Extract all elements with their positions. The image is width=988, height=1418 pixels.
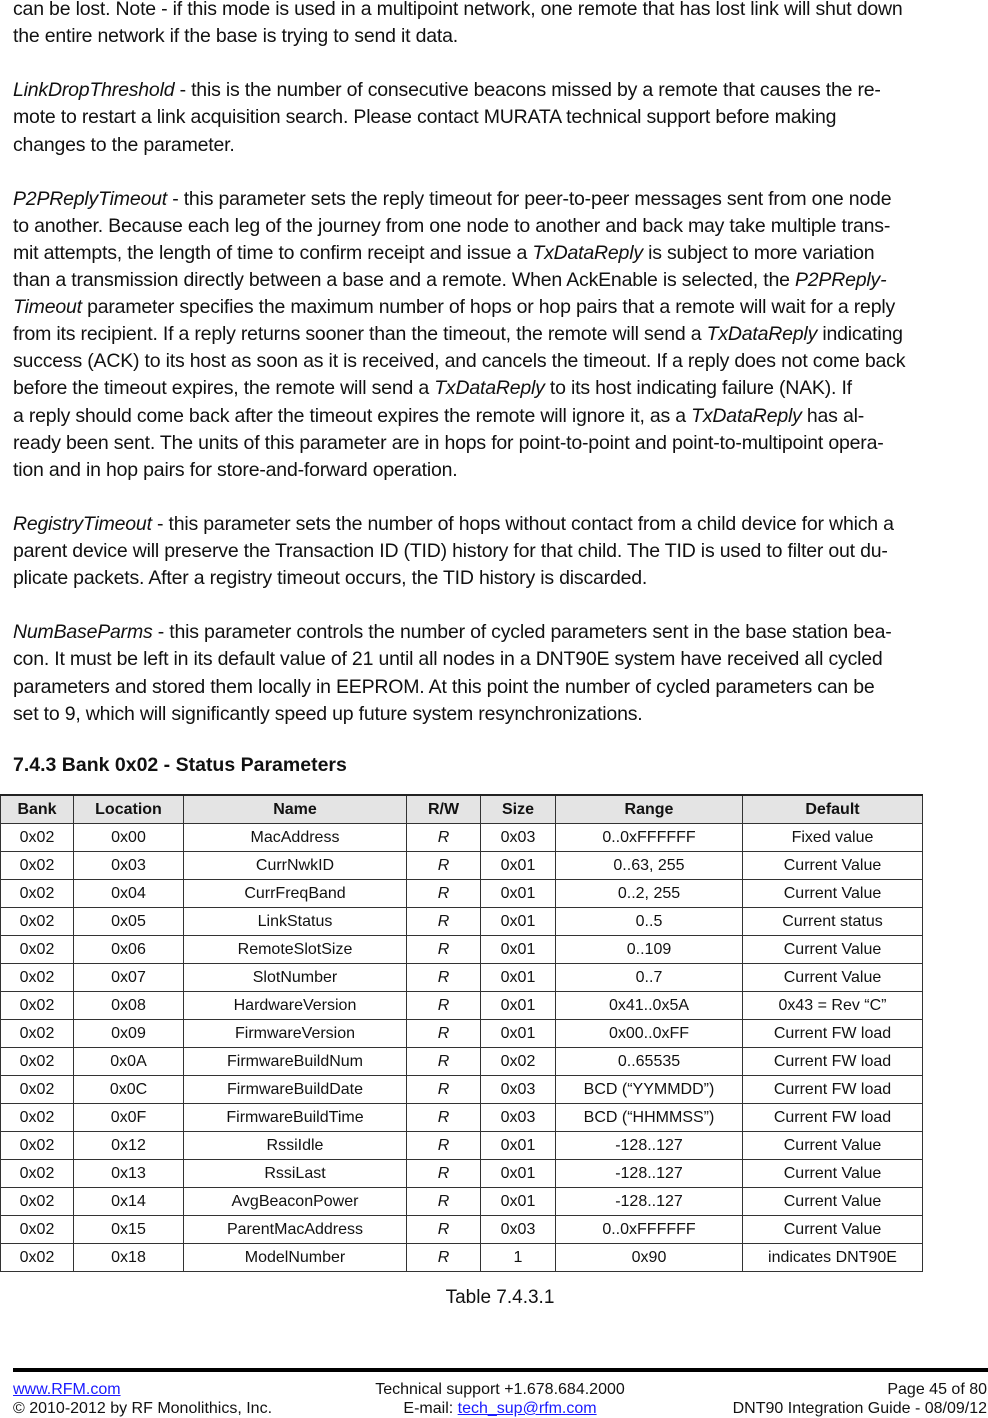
text-segment: plicate packets. After a registry timeout occurs, the TID history is discarded. bbox=[13, 567, 648, 590]
table-cell: R bbox=[407, 1188, 481, 1216]
table-cell: ParentMacAddress bbox=[184, 1216, 407, 1244]
table-cell: 0x02 bbox=[1, 1188, 74, 1216]
table-cell: 0x03 bbox=[481, 1216, 556, 1244]
table-row bbox=[1, 1104, 923, 1132]
text-line bbox=[13, 403, 864, 430]
table-cell: 0x02 bbox=[1, 1132, 74, 1160]
text-segment: before the timeout expires, the remote will send a bbox=[13, 377, 435, 400]
text-line bbox=[13, 186, 891, 213]
table-header-row bbox=[1, 795, 923, 824]
table-cell: 0x02 bbox=[1, 852, 74, 880]
table-cell: R bbox=[407, 936, 481, 964]
table-cell: Fixed value bbox=[743, 824, 923, 852]
table-cell: -128..127 bbox=[556, 1188, 743, 1216]
table-cell: Current Value bbox=[743, 880, 923, 908]
text-segment: - this parameter controls the number of cycled parameters sent in the base station bea- bbox=[152, 621, 892, 644]
text-line bbox=[13, 132, 235, 159]
text-line bbox=[13, 701, 642, 728]
table-row bbox=[1, 1160, 923, 1188]
table-cell: 0x06 bbox=[74, 936, 184, 964]
table-cell: 0x01 bbox=[481, 1188, 556, 1216]
table-cell: 0x41..0x5A bbox=[556, 992, 743, 1020]
parameter-name: Timeout bbox=[13, 296, 82, 319]
text-line bbox=[13, 294, 895, 321]
table-cell: 0x02 bbox=[1, 824, 74, 852]
website-link[interactable]: www.RFM.com bbox=[13, 1381, 121, 1398]
table-cell: 0..7 bbox=[556, 964, 743, 992]
column-header: R/W bbox=[407, 795, 481, 824]
text-line bbox=[13, 348, 905, 375]
text-line bbox=[13, 321, 903, 348]
table-cell: 0x01 bbox=[481, 936, 556, 964]
table-cell: 0x02 bbox=[1, 936, 74, 964]
text-line bbox=[13, 77, 881, 104]
text-line bbox=[13, 375, 852, 402]
table-cell: 0..0xFFFFFF bbox=[556, 824, 743, 852]
table-cell: 0x02 bbox=[1, 1048, 74, 1076]
table-cell: Current Value bbox=[743, 1160, 923, 1188]
table-cell: 0x09 bbox=[74, 1020, 184, 1048]
parameter-name: TxDataReply bbox=[532, 241, 643, 264]
table-cell: 0x01 bbox=[481, 852, 556, 880]
text-segment: - this parameter sets the number of hops without contact from a child device for which a bbox=[151, 512, 894, 535]
parameter-name: TxDataReply bbox=[691, 404, 802, 427]
table-cell: 0x03 bbox=[481, 824, 556, 852]
table-cell: Current Value bbox=[743, 852, 923, 880]
table-cell: 0x02 bbox=[1, 1020, 74, 1048]
table-cell: MacAddress bbox=[184, 824, 407, 852]
table-cell: R bbox=[407, 1244, 481, 1272]
table-cell: 0x00 bbox=[74, 824, 184, 852]
table-cell: R bbox=[407, 1048, 481, 1076]
text-segment: changes to the parameter. bbox=[13, 133, 235, 156]
table-cell: 0x0A bbox=[74, 1048, 184, 1076]
table-cell: 0..5 bbox=[556, 908, 743, 936]
table-cell: 0x01 bbox=[481, 1020, 556, 1048]
text-line bbox=[13, 457, 457, 484]
table-cell: R bbox=[407, 992, 481, 1020]
table-cell: 0x02 bbox=[1, 964, 74, 992]
table-cell: 0x18 bbox=[74, 1244, 184, 1272]
table-cell: AvgBeaconPower bbox=[184, 1188, 407, 1216]
parameter-name: LinkDropThreshold bbox=[13, 79, 175, 102]
text-segment: success (ACK) to its host as soon as it is received, and cancels the timeout. If a reply does not come back bbox=[13, 350, 906, 373]
table-cell: FirmwareBuildDate bbox=[184, 1076, 407, 1104]
text-line bbox=[13, 23, 458, 50]
table-row bbox=[1, 1132, 923, 1160]
text-segment: than a transmission directly between a base and a remote. When AckEnable is selected, the bbox=[13, 269, 795, 291]
table-cell: 0x00..0xFF bbox=[556, 1020, 743, 1048]
table-row bbox=[1, 992, 923, 1020]
text-line bbox=[13, 430, 884, 457]
table-cell: Current status bbox=[743, 908, 923, 936]
table-cell: 0x03 bbox=[481, 1076, 556, 1104]
table-cell: 0..2, 255 bbox=[556, 880, 743, 908]
table-cell: R bbox=[407, 824, 481, 852]
text-segment: ready been sent. The units of this parameter are in hops for point-to-point and point-to-multipoint opera- bbox=[13, 431, 884, 454]
table-cell: 0..65535 bbox=[556, 1048, 743, 1076]
text-segment: can be lost. Note - if this mode is used in a multipoint network, one remote that has lost link will shut down bbox=[13, 0, 903, 20]
table-cell: 0x13 bbox=[74, 1160, 184, 1188]
column-header: Range bbox=[556, 795, 743, 824]
table-cell: 0x0F bbox=[74, 1104, 184, 1132]
table-cell: 0x01 bbox=[481, 992, 556, 1020]
table-cell: 0x01 bbox=[481, 1160, 556, 1188]
table-caption: Table 7.4.3.1 bbox=[445, 1287, 555, 1308]
table-cell: RssiLast bbox=[184, 1160, 407, 1188]
table-cell: LinkStatus bbox=[184, 908, 407, 936]
support-phone: Technical support +1.678.684.2000 bbox=[375, 1381, 625, 1398]
table-cell: BCD (“HHMMSS”) bbox=[556, 1104, 743, 1132]
table-cell: 0x05 bbox=[74, 908, 184, 936]
table-cell: Current FW load bbox=[743, 1020, 923, 1048]
text-segment: parameter specifies the maximum number of hops or hop pairs that a remote will wait for a reply bbox=[81, 296, 896, 319]
table-cell: 0x02 bbox=[1, 992, 74, 1020]
table-cell: BCD (“YYMMDD”) bbox=[556, 1076, 743, 1104]
table-cell: R bbox=[407, 964, 481, 992]
table-cell: 0x01 bbox=[481, 1132, 556, 1160]
table-cell: R bbox=[407, 908, 481, 936]
table-cell: 0x14 bbox=[74, 1188, 184, 1216]
table-cell: 0x03 bbox=[74, 852, 184, 880]
text-segment: set to 9, which will significantly speed up future system resynchronizations. bbox=[13, 702, 643, 725]
footer-left bbox=[13, 1380, 272, 1418]
table-row bbox=[1, 1076, 923, 1104]
table-cell: FirmwareBuildTime bbox=[184, 1104, 407, 1132]
text-line bbox=[13, 565, 647, 592]
table-cell: CurrNwkID bbox=[184, 852, 407, 880]
text-line bbox=[13, 104, 836, 131]
copyright: © 2010-2012 by RF Monolithics, Inc. bbox=[13, 1400, 273, 1417]
text-line bbox=[13, 0, 903, 23]
text-segment: mit attempts, the length of time to confirm receipt and issue a bbox=[13, 241, 533, 264]
table-cell: RemoteSlotSize bbox=[184, 936, 407, 964]
table-cell: 0x02 bbox=[1, 1160, 74, 1188]
parameter-name: TxDataReply bbox=[706, 323, 818, 346]
table-cell: 0..109 bbox=[556, 936, 743, 964]
table-cell: RssiIdle bbox=[184, 1132, 407, 1160]
text-segment: - this is the number of consecutive beacons missed by a remote that causes the re- bbox=[174, 79, 881, 102]
table-row bbox=[1, 908, 923, 936]
parameter-name: TxDataReply bbox=[434, 377, 545, 400]
table-row bbox=[1, 1048, 923, 1076]
table-cell: FirmwareVersion bbox=[184, 1020, 407, 1048]
text-segment: con. It must be left in its default value of 21 until all nodes in a DNT90E system have received all cycled bbox=[13, 648, 883, 671]
email-label: E-mail: bbox=[403, 1400, 454, 1417]
table-cell: 0x07 bbox=[74, 964, 184, 992]
text-segment: is subject to more variation bbox=[642, 241, 875, 264]
table-cell: 0x01 bbox=[481, 880, 556, 908]
table-cell: 0x02 bbox=[1, 1104, 74, 1132]
table-cell: Current Value bbox=[743, 936, 923, 964]
text-segment: a reply should come back after the timeout expires the remote will ignore it, as a bbox=[13, 404, 692, 427]
table-cell: 0..63, 255 bbox=[556, 852, 743, 880]
table-cell: 1 bbox=[481, 1244, 556, 1272]
footer-center bbox=[300, 1380, 700, 1418]
table-cell: 0x43 = Rev “C” bbox=[743, 992, 923, 1020]
table-cell: 0x02 bbox=[1, 1076, 74, 1104]
table-row bbox=[1, 936, 923, 964]
table-row bbox=[1, 964, 923, 992]
table-cell: 0..0xFFFFFF bbox=[556, 1216, 743, 1244]
text-line bbox=[13, 213, 890, 240]
table-cell: SlotNumber bbox=[184, 964, 407, 992]
table-cell: R bbox=[407, 1076, 481, 1104]
table-cell: Current Value bbox=[743, 1132, 923, 1160]
table-cell: 0x08 bbox=[74, 992, 184, 1020]
text-line bbox=[13, 619, 892, 646]
table-cell: Current FW load bbox=[743, 1048, 923, 1076]
column-header: Size bbox=[481, 795, 556, 824]
document-title: DNT90 Integration Guide - 08/09/12 bbox=[732, 1400, 987, 1417]
parameter-name: P2PReplyTimeout bbox=[13, 187, 167, 210]
table-cell: indicates DNT90E bbox=[743, 1244, 923, 1272]
parameter-name: RegistryTimeout bbox=[13, 512, 152, 535]
table-cell: 0x90 bbox=[556, 1244, 743, 1272]
text-segment: to its host indicating failure (NAK). If bbox=[544, 377, 852, 400]
table-cell: Current FW load bbox=[743, 1104, 923, 1132]
text-segment: from its recipient. If a reply returns sooner than the timeout, the remote will send a bbox=[13, 323, 707, 346]
table-cell: -128..127 bbox=[556, 1160, 743, 1188]
table-cell: Current Value bbox=[743, 1188, 923, 1216]
text-line bbox=[13, 511, 894, 538]
table-row bbox=[1, 1244, 923, 1272]
table-row bbox=[1, 824, 923, 852]
text-segment: the entire network if the base is trying to send it data. bbox=[13, 25, 458, 48]
table-cell: Current FW load bbox=[743, 1076, 923, 1104]
text-line bbox=[13, 267, 886, 294]
table-cell: R bbox=[407, 1020, 481, 1048]
table-row bbox=[1, 880, 923, 908]
column-header: Default bbox=[743, 795, 923, 824]
text-line bbox=[13, 240, 874, 267]
table-cell: R bbox=[407, 1132, 481, 1160]
table-cell: R bbox=[407, 852, 481, 880]
text-segment: parent device will preserve the Transaction ID (TID) history for that child. The TID is used to filter out du- bbox=[13, 540, 888, 562]
table-row bbox=[1, 1020, 923, 1048]
table-cell: 0x02 bbox=[1, 880, 74, 908]
column-header: Name bbox=[184, 795, 407, 824]
table-row bbox=[1, 852, 923, 880]
table-cell: 0x12 bbox=[74, 1132, 184, 1160]
text-line bbox=[13, 674, 875, 701]
table-cell: R bbox=[407, 1104, 481, 1132]
table-cell: R bbox=[407, 880, 481, 908]
table-cell: 0x01 bbox=[481, 908, 556, 936]
text-segment: parameters and stored them locally in EEPROM. At this point the number of cycled parameters can be bbox=[13, 675, 875, 698]
table-cell: R bbox=[407, 1160, 481, 1188]
parameter-name: NumBaseParms bbox=[13, 621, 153, 644]
section-heading: 7.4.3 Bank 0x02 - Status Parameters bbox=[13, 754, 347, 776]
text-segment: mote to restart a link acquisition search. Please contact MURATA technical support before making bbox=[13, 106, 837, 129]
table-cell: 0x01 bbox=[481, 964, 556, 992]
table-cell: 0x0C bbox=[74, 1076, 184, 1104]
text-segment: tion and in hop pairs for store-and-forward operation. bbox=[13, 458, 458, 481]
text-segment: indicating bbox=[817, 323, 903, 346]
parameter-name: P2PReply- bbox=[794, 269, 887, 291]
table-cell: CurrFreqBand bbox=[184, 880, 407, 908]
column-header: Location bbox=[74, 795, 184, 824]
text-line bbox=[13, 538, 888, 565]
table-cell: ModelNumber bbox=[184, 1244, 407, 1272]
table-cell: 0x02 bbox=[1, 908, 74, 936]
table-cell: R bbox=[407, 1216, 481, 1244]
table-cell: 0x02 bbox=[481, 1048, 556, 1076]
table-cell: 0x15 bbox=[74, 1216, 184, 1244]
page-number: Page 45 of 80 bbox=[887, 1381, 987, 1398]
table-cell: 0x04 bbox=[74, 880, 184, 908]
email-link[interactable]: tech_sup@rfm.com bbox=[457, 1400, 597, 1417]
table-cell: 0x02 bbox=[1, 1216, 74, 1244]
table-row bbox=[1, 1188, 923, 1216]
table-cell: Current Value bbox=[743, 1216, 923, 1244]
text-segment: has al- bbox=[801, 404, 865, 427]
column-header: Bank bbox=[1, 795, 74, 824]
text-line bbox=[13, 646, 883, 673]
footer-right bbox=[733, 1380, 987, 1418]
table-cell: -128..127 bbox=[556, 1132, 743, 1160]
text-segment: to another. Because each leg of the journey from one node to another and back may take multiple trans- bbox=[13, 214, 891, 237]
table-cell: HardwareVersion bbox=[184, 992, 407, 1020]
table-cell: 0x02 bbox=[1, 1244, 74, 1272]
table-cell: Current Value bbox=[743, 964, 923, 992]
status-parameters-table bbox=[0, 794, 923, 1272]
text-segment: - this parameter sets the reply timeout for peer-to-peer messages sent from one node bbox=[166, 187, 892, 210]
footer-divider bbox=[13, 1368, 988, 1372]
table-row bbox=[1, 1216, 923, 1244]
table-cell: 0x03 bbox=[481, 1104, 556, 1132]
table-cell: FirmwareBuildNum bbox=[184, 1048, 407, 1076]
